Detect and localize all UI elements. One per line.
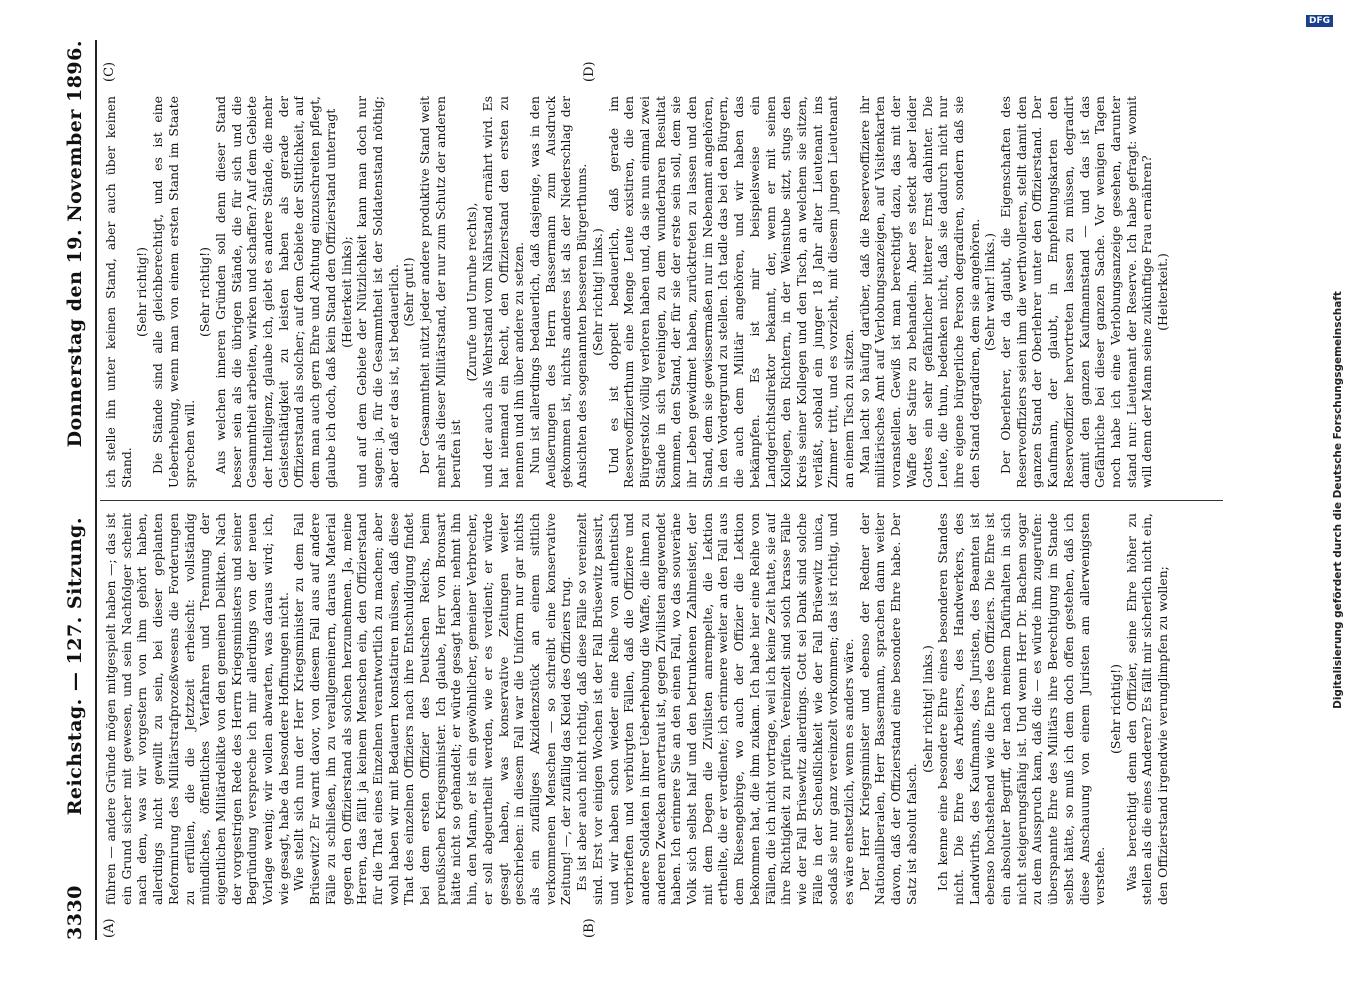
paragraph: Was berechtigt denn den Offizier, seine Ehre höher zu stellen als die eines Anderen? Es fällt mir sicherlich nicht ein, den Offizierstand irgendwie verunglimpfen zu wollen;	[1123, 513, 1171, 905]
margin-mark-a: (A)	[102, 918, 117, 938]
interjection: (Sehr richtig! links.)	[589, 228, 605, 356]
paragraph: Nun ist allerdings bedauerlich, daß dasjenige, was in den Aeußerungen des Herrn Bassermann zum Ausdruck gekommen ist, nichts anderes ist als der Niederschlag der Ansichten des sogenannten besseren Bürgerthums.	[526, 96, 590, 488]
page-number: 3330	[64, 885, 86, 940]
interjection: (Zurufe und Unruhe rechts),	[464, 202, 480, 382]
paragraph: Wie stellt sich nun der Herr Kriegsminister zu dem Fall Brüsewitz? Er warnt davor, von diesem Fall aus auf andere Fälle zu schließen, ihn zu verallgemeinern, daraus Material gegen den Offizierstand als solchen herzunehmen. Ja, meine Herren, das fällt ja keinem Menschen ein, den Offizierstand für die That eines Einzelnen verantwortlich zu machen; aber wohl haben wir mit Bedauern konstatiren müssen, daß diese That des einzelnen Offiziers nach ihre Entschuldigung findet bei dem ersten Offizier des Deutschen Reichs, beim preußischen Kriegsminister. Ich glaube, Herr von Bronsart hätte nicht so gehandelt; er würde gesagt haben: nehmt ihn hin, den Mann, er ist ein gewöhnlicher, gemeiner Verbrecher, er soll abgeurtheilt werden, wie er es verdient; er würde gesagt haben, was konservative Zeitungen weiter geschrieben: in diesem Fall war die Uniform nur gar nichts als ein zufälliges Akzidenzstück an einem sittlich verkommenen Menschen — so schreibt eine konservative Zeitung! —, der zufällig das Kleid des Offiziers trug.	[291, 513, 574, 905]
digitization-note: Digitalisierung gefördert durch die Deutsche Forschungsgemeinschaft	[1332, 291, 1344, 709]
paragraph: Die Stände sind alle gleichberechtigt, und es ist eine Ueberhebung, wenn man von einem ersten Stand im Staate sprechen will.	[150, 96, 197, 488]
paragraph: ich stelle ihn unter keinen Stand, aber auch über keinen Stand.	[103, 96, 134, 488]
interjection: (Heiterkeit.)	[1155, 253, 1171, 331]
paragraph: Der Herr Kriegsminister und ebenso der Redner der Nationalliberalen, Herr Bassermann, sprachen dann weiter davon, daß der Offizierstand eine besondere Ehre habe. Der Satz ist absolut falsch.	[856, 513, 919, 905]
paragraph: und der auch als Wehrstand vom Nährstand ernährt wird. Es hat niemand ein Recht, den Offizierstand den ersten zu nennen und ihn über andere zu setzen.	[479, 96, 527, 488]
interjection: (Sehr richtig!)	[1108, 664, 1123, 754]
paragraph: führen — andere Gründe mögen mitgespielt haben —; das ist ein Grund sicher mit gewesen, und sein Nachfolger scheint nach dem, was wir vorgestern von ihm gehört haben, allerdings nicht gewillt zu sein, bei dieser geplanten Reformirung des Militärstrafprozeßwesens die Forderungen zu erfüllen, die die Jetztzeit erheischt: vollständig mündliches, öffentliches Verfahren und Trennung der eigentlichen Militärdelikte von den gemeinen Delikten. Nach der vorgestrigen Rede des Herrn Kriegsministers und seiner Begründung verspreche ich mir allerdings von der neuen Vorlage wenig; wir wollen abwarten, was daraus wird; ich, wie gesagt, habe da besondere Hoffnungen nicht.	[103, 513, 291, 905]
paragraph: Der Gesammtheit nützt jeder andere produktive Stand weit mehr als dieser Militärstand, der nur zum Schutz der anderen berufen ist	[417, 96, 464, 488]
header-title: Reichstag. — 127. Sitzung.	[64, 517, 86, 816]
left-column	[103, 513, 1233, 905]
right-column	[103, 96, 1233, 488]
interjection: (Sehr richtig!)	[197, 247, 213, 337]
paragraph: und auf dem Gebiete der Nützlichkeit kann man doch nur sagen: ja, für die Gesammtheit ist der Soldatenstand nöthig; aber daß er das ist, ist bedauerlich.	[354, 96, 401, 488]
interjection: (Sehr richtig!)	[134, 247, 150, 337]
header-rule	[95, 40, 97, 940]
paragraph: Ich kenne eine besondere Ehre eines besonderen Standes nicht. Die Ehre des Arbeiters, des Handwerkers, des Landwirths, des Kaufmanns, des Juristen, des Beamten ist ebenso hochstehend wie die Ehre des Offiziers. Die Ehre ist ein absoluter Begriff, der nach meinem Dafürhalten in sich nicht steigerungsfähig ist. Und wenn Herr Dr. Bachem sogar zu dem Ausspruch kam, daß die — es würde ihm zugerufen: überspannte Ehre des Militärs ihre Berechtigung im Stande selbst hätte, so muß ich dem doch offen gestehen, daß ich diese Anschauung von einem Juristen am allerwenigsten verstehe.	[935, 513, 1108, 905]
paragraph: Man lacht so häufig darüber, daß die Reserveoffiziere ihr militärisches Amt auf Verlobungsanzeigen, auf Visitenkarten voranstellen. Gewiß ist man berechtigt dazu, das mit der Waffe der Satire zu behandeln. Aber es steckt aber leider Gottes ein sehr gefährlicher bitterer Ernst dahinter. Die Leute, die thun, bedenken nicht, daß sie dadurch nicht nur ihre eigene bürgerliche Person degradiren, sondern daß sie den Stand degradiren, dem sie angehören.	[856, 96, 982, 488]
dfg-logo: DFG	[1306, 15, 1333, 27]
interjection: (Sehr wahr! links.)	[982, 233, 998, 351]
page-header	[60, 40, 90, 940]
column-divider	[100, 500, 1223, 501]
paragraph: Aus welchen inneren Gründen soll denn dieser Stand besser sein als die übrigen Stände, die für sich und die Gesammtheit arbeiten, wirken und schaffen? Auf dem Gebiete der Intelligenz, glaube ich, giebt es andere Stände, die mehr Geistesthätigkeit zu leisten haben als gerade der Offizierstand als solcher; auf dem Gebiete der Sittlichkeit, auf dem man auch gern Ehre und Achtung einzuschreiten pflegt, glaube ich doch, daß kein Stand den Offizierstand unterragt	[212, 96, 338, 488]
margin-mark-b: (B)	[582, 918, 597, 938]
interjection: (Sehr richtig! links.)	[919, 645, 935, 773]
header-date: Donnerstag den 19. November 1896.	[64, 40, 86, 448]
interjection: (Sehr gut!)	[401, 257, 417, 327]
paragraph: Der Oberlehrer, der da glaubt, die Eigenschaften des Reserveoffiziers seien ihm die werthvolleren, stellt damit den ganzen Stand der Oberlehrer unter den Offizierstand. Der Kaufmann, der glaubt, in Empfehlungskarten den Reserveoffizier hervortreten lassen zu müssen, degradirt damit den ganzen Kaufmannstand — und das ist das Gefährliche bei dieser ganzen Sache. Vor wenigen Tagen noch habe ich eine Verlobungsanzeige gesehen, darunter stand nur: Lieutenant der Reserve. Ich habe gefragt: womit will denn der Mann seine zukünftige Frau ernähren?	[998, 96, 1155, 488]
paragraph: Und es ist doppelt bedauerlich, daß gerade im Reserveoffizierthum eine Menge Leute existiren, die den Bürgerstolz völlig verloren haben und, da sie nun einmal zwei Stände in sich vereinigen, zu dem wunderbaren Resultat kommen, den Stand, der für sie der erste sein soll, dem sie ihr Leben gewidmet haben, zurücktreten zu lassen und den Stand, dem sie gewissermaßen nur im Nebenamt angehören, in den Vordergrund zu stellen. Ich tadle das bei den Bürgern, die auch dem Militär angehören, und wir haben das bekämpfen. Es ist mir beispielsweise ein Landgerichtsdirektor bekannt, der, wenn er mit seinen Kollegen, den Richtern, in der Weinstube sitzt, stugs den Kreis seiner Kollegen und den Tisch, an welchem sie sitzen, verläßt, sobald ein junger 18 Jahr alter Lieutenant ins Zimmer tritt, und es vorzieht, mit diesem jungen Lieutenant an einem Tisch zu sitzen.	[605, 96, 857, 488]
paragraph: Es ist aber auch nicht richtig, daß diese Fälle so vereinzelt sind. Erst vor einigen Wochen ist der Fall Brüsewitz passirt, und wir haben schon wieder eine Reihe von authentisch verbrieften und verbürgten Fällen, daß die Offiziere und andere Soldaten in ihrer Ueberhebung die Waffe, die ihnen zu anderen Zwecken anvertraut ist, gegen Zivilisten angewendet haben. Ich erinnere Sie an den einen Fall, wo das souveräne Volk sich selbst half und den betrunkenen Zahlmeister, der mit dem Degen die Zivilisten anrempelte, die Lektion ertheilte, die er verdiente; ich erinnere weiter an den Fall aus dem Riesengebirge, wo auch der Offizier die Lektion bekommen hat, die ihm zukam. Ich habe hier eine Reihe von Fällen, die ich nicht vortrage, weil ich keine Zeit hatte, sie auf ihre Richtigkeit zu prüfen. Vereinzelt sind solch krasse Fälle wie der Fall Brüsewitz allerdings. Gott sei Dank sind solche Fälle in der Scheußlichkeit wie der Fall Brüsewitz unica, sodaß sie nur ganz vereinzelt vorkommen; das ist richtig, und es wäre entsetzlich, wenn es anders wäre.	[574, 513, 857, 905]
interjection: (Heiterkeit links);	[338, 236, 354, 348]
margin-mark-c: (C)	[102, 61, 117, 82]
margin-mark-d: (D)	[582, 61, 597, 82]
